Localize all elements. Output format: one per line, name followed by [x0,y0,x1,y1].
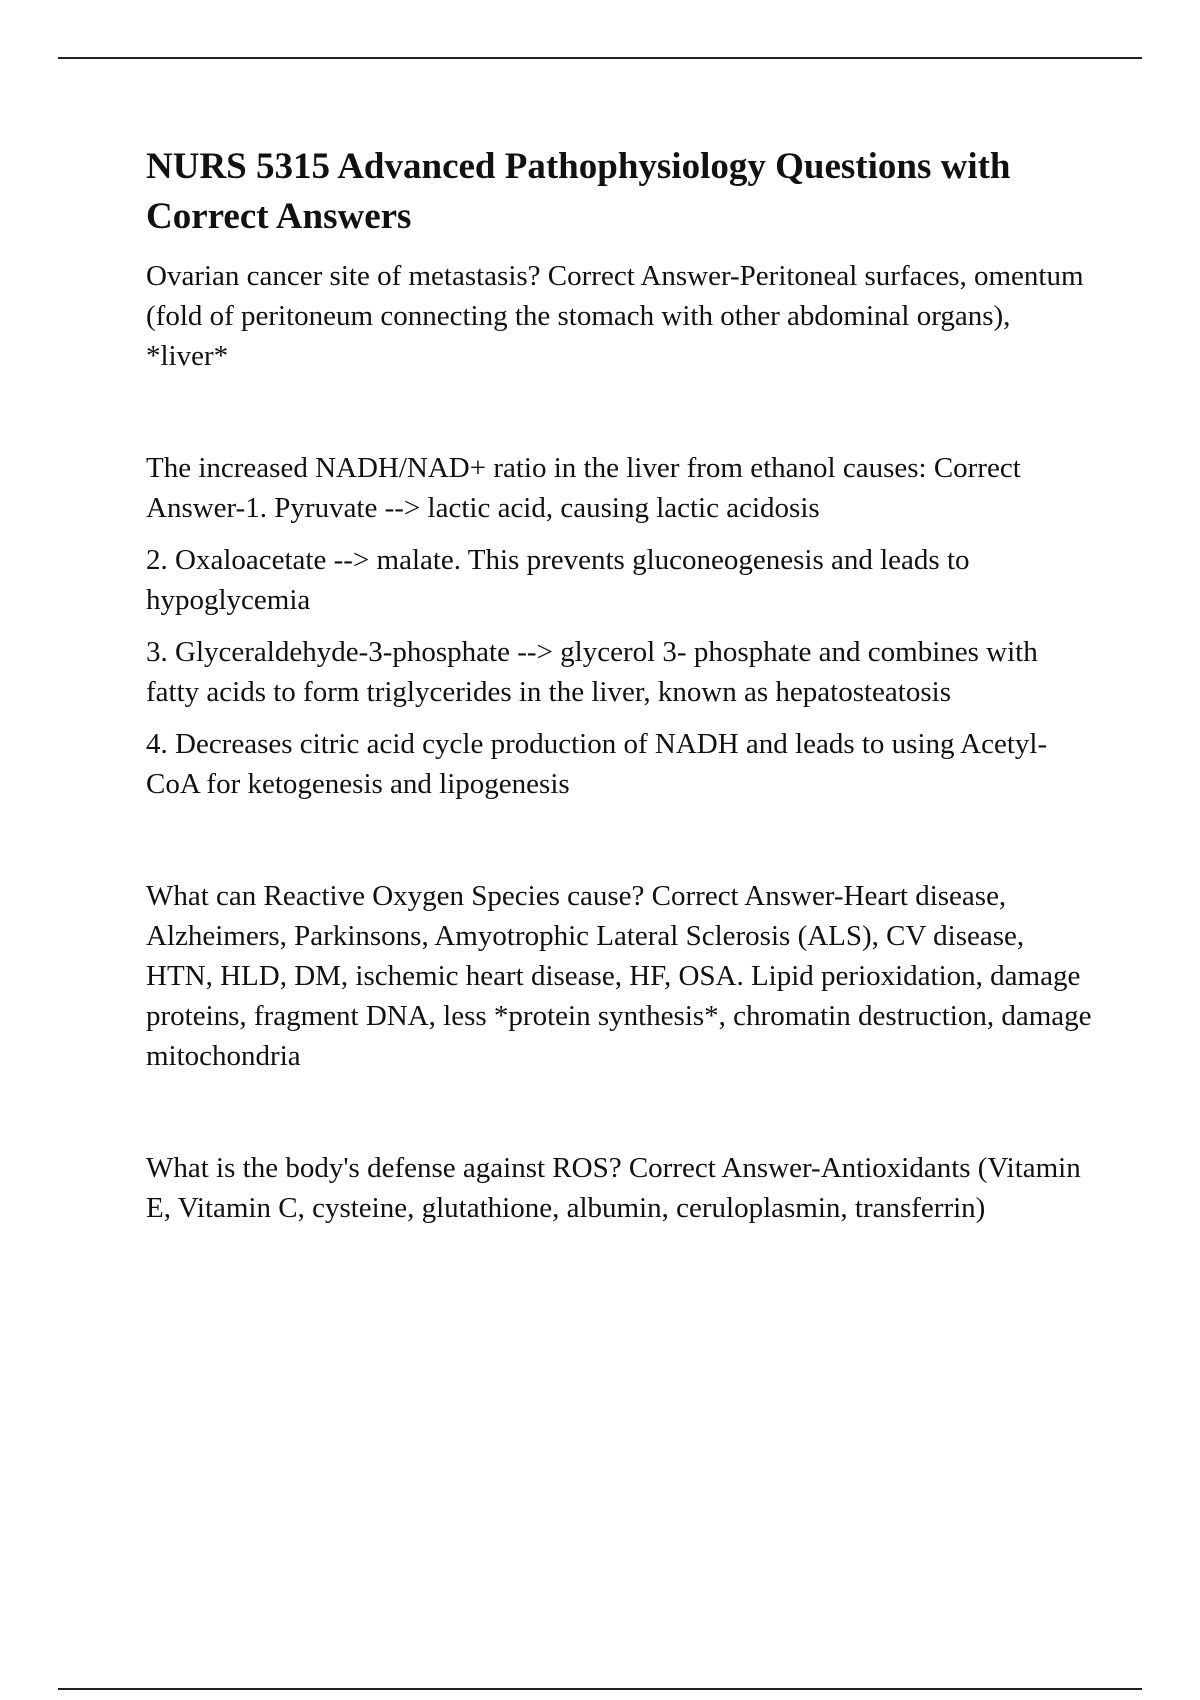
document-title: NURS 5315 Advanced Pathophysiology Questions with Correct Answers [146,146,1011,237]
header-rule [58,57,1142,59]
qa-list-item: 2. Oxaloacetate --> malate. This prevents gluconeogenesis and leads to hypoglycemia [146,544,970,616]
qa-list-item: 3. Glyceraldehyde-3-phosphate --> glycerol 3- phosphate and combines with fatty acids to form triglycerides in the liver, known as hepatosteatosis [146,636,1038,708]
qa-block-ros-effects [146,876,1096,1076]
qa-paragraph: Ovarian cancer site of metastasis? Correct Answer-Peritoneal surfaces, omentum (fold of peritoneum connecting the stomach with other abdominal organs), *liver* [146,260,1084,372]
qa-block-nadh-ratio [146,448,1096,804]
document-body [146,142,1096,1228]
qa-block-ovarian-cancer [146,256,1096,376]
qa-paragraph: The increased NADH/NAD+ ratio in the liver from ethanol causes: Correct Answer-1. Pyruvate --> lactic acid, causing lactic acidosis [146,452,1021,524]
qa-block-ros-defense [146,1148,1096,1228]
qa-paragraph: What can Reactive Oxygen Species cause? Correct Answer-Heart disease, Alzheimers, Parkinsons, Amyotrophic Lateral Sclerosis (ALS), CV disease, HTN, HLD, DM, ischemic heart disease, HF, OSA. Lipid perioxidation, damage proteins, fragment DNA, less *protein synthesis*, chromatin destruction, damage mitochondria [146,880,1092,1072]
qa-list-item: 4. Decreases citric acid cycle production of NADH and leads to using Acetyl-CoA for ketogenesis and lipogenesis [146,728,1048,800]
footer-rule [58,1688,1142,1690]
qa-paragraph: What is the body's defense against ROS? Correct Answer-Antioxidants (Vitamin E, Vitamin C, cysteine, glutathione, albumin, ceruloplasmin, transferrin) [146,1152,1081,1224]
